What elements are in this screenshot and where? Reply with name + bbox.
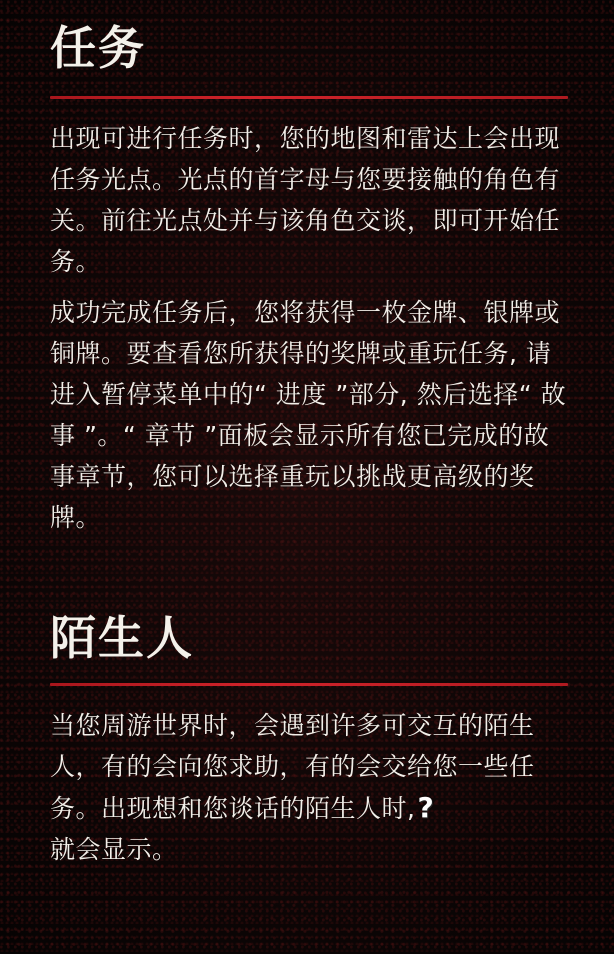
question-mark-icon: ?: [417, 791, 435, 824]
strangers-paragraph-1: [50, 705, 568, 870]
section-strangers: [50, 610, 568, 870]
strangers-paragraph-text: 当您周游世界时，会遇到许多可交互的陌生人，有的会向您求助，有的会交给您一些任务。出现想和您谈话的陌生人时,: [50, 711, 535, 823]
section-missions: [50, 20, 568, 538]
missions-paragraph-1: 出现可进行任务时，您的地图和雷达上会出现任务光点。光点的首字母与您要接触的角色有关。前往光点处并与该角色交谈，即可开始任务。: [50, 124, 561, 276]
section-divider-strangers: [50, 683, 568, 686]
section-title-strangers: 陌生人: [50, 611, 194, 665]
section-divider-missions: [50, 96, 568, 99]
section-title-missions: 任务: [50, 21, 146, 75]
strangers-trailing-text: 就会显示。: [50, 835, 178, 864]
missions-paragraph-2: 成功完成任务后，您将获得一枚金牌、银牌或铜牌。要查看您所获得的奖牌或重玩任务, 请进入暂停菜单中的“ 进度 ”部分, 然后选择“ 故事 ”。“ 章节 ”面板会显示所有您已完成的故事章节，您可以选择重玩以挑战更高级的奖牌。: [50, 298, 567, 532]
